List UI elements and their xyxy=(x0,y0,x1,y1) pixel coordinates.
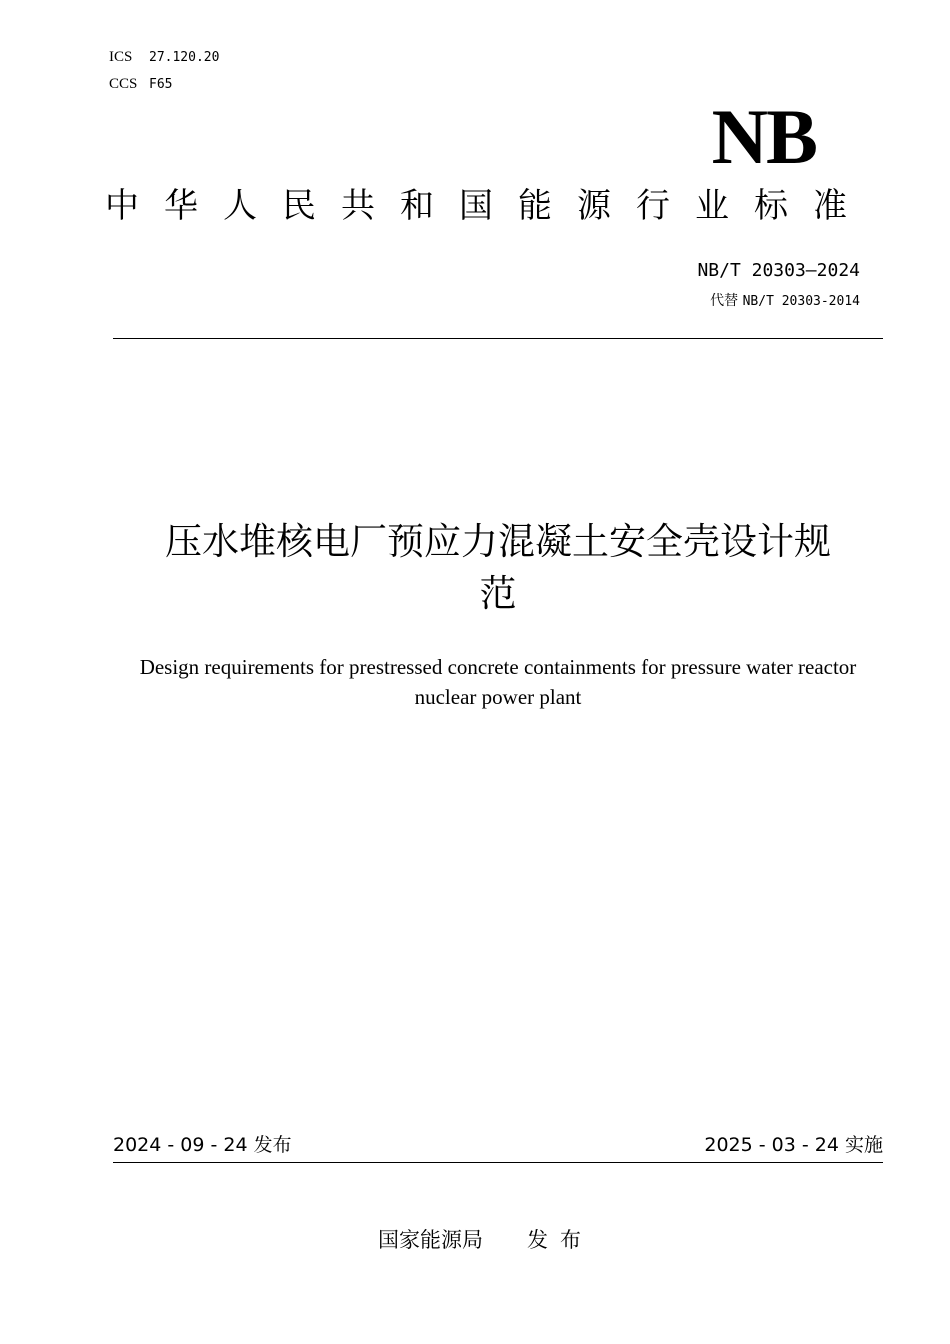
publish-date: 2024 - 09 - 24 发布 xyxy=(113,1134,292,1156)
chinese-title-line-2: 范 xyxy=(479,572,517,615)
ics-value: 27.120.20 xyxy=(149,50,220,65)
nb-logo: NB xyxy=(711,93,816,180)
classification-codes xyxy=(109,44,219,98)
english-title-line-2: nuclear power plant xyxy=(414,685,582,709)
ccs-value: F65 xyxy=(149,77,173,92)
ics-row xyxy=(109,44,219,71)
chinese-title-line-1: 压水堆核电厂预应力混凝土安全壳设计规 xyxy=(165,520,831,563)
footer-divider xyxy=(113,1162,883,1163)
replaces-number: NB/T 20303-2014 xyxy=(742,294,860,309)
ics-label: ICS xyxy=(109,49,133,65)
chinese-title xyxy=(113,516,883,620)
ccs-row xyxy=(109,71,219,98)
org-title: 中华人民共和国能源行业标准 xyxy=(105,186,872,226)
issuer-line xyxy=(378,1224,593,1256)
date-row xyxy=(113,1130,883,1160)
replaces-prefix: 代替 xyxy=(710,293,739,309)
replaces-line xyxy=(710,290,860,313)
issuer-action: 发布 xyxy=(527,1228,593,1252)
standard-number: NB/T 20303—2024 xyxy=(697,260,860,281)
header-divider xyxy=(113,338,883,339)
english-title-line-1: Design requirements for prestressed concrete containments for pressure water reactor xyxy=(139,655,857,679)
issuer-name: 国家能源局 xyxy=(378,1228,483,1252)
ccs-label: CCS xyxy=(109,76,138,92)
implement-date: 2025 - 03 - 24 实施 xyxy=(704,1134,883,1156)
english-title xyxy=(100,652,896,712)
